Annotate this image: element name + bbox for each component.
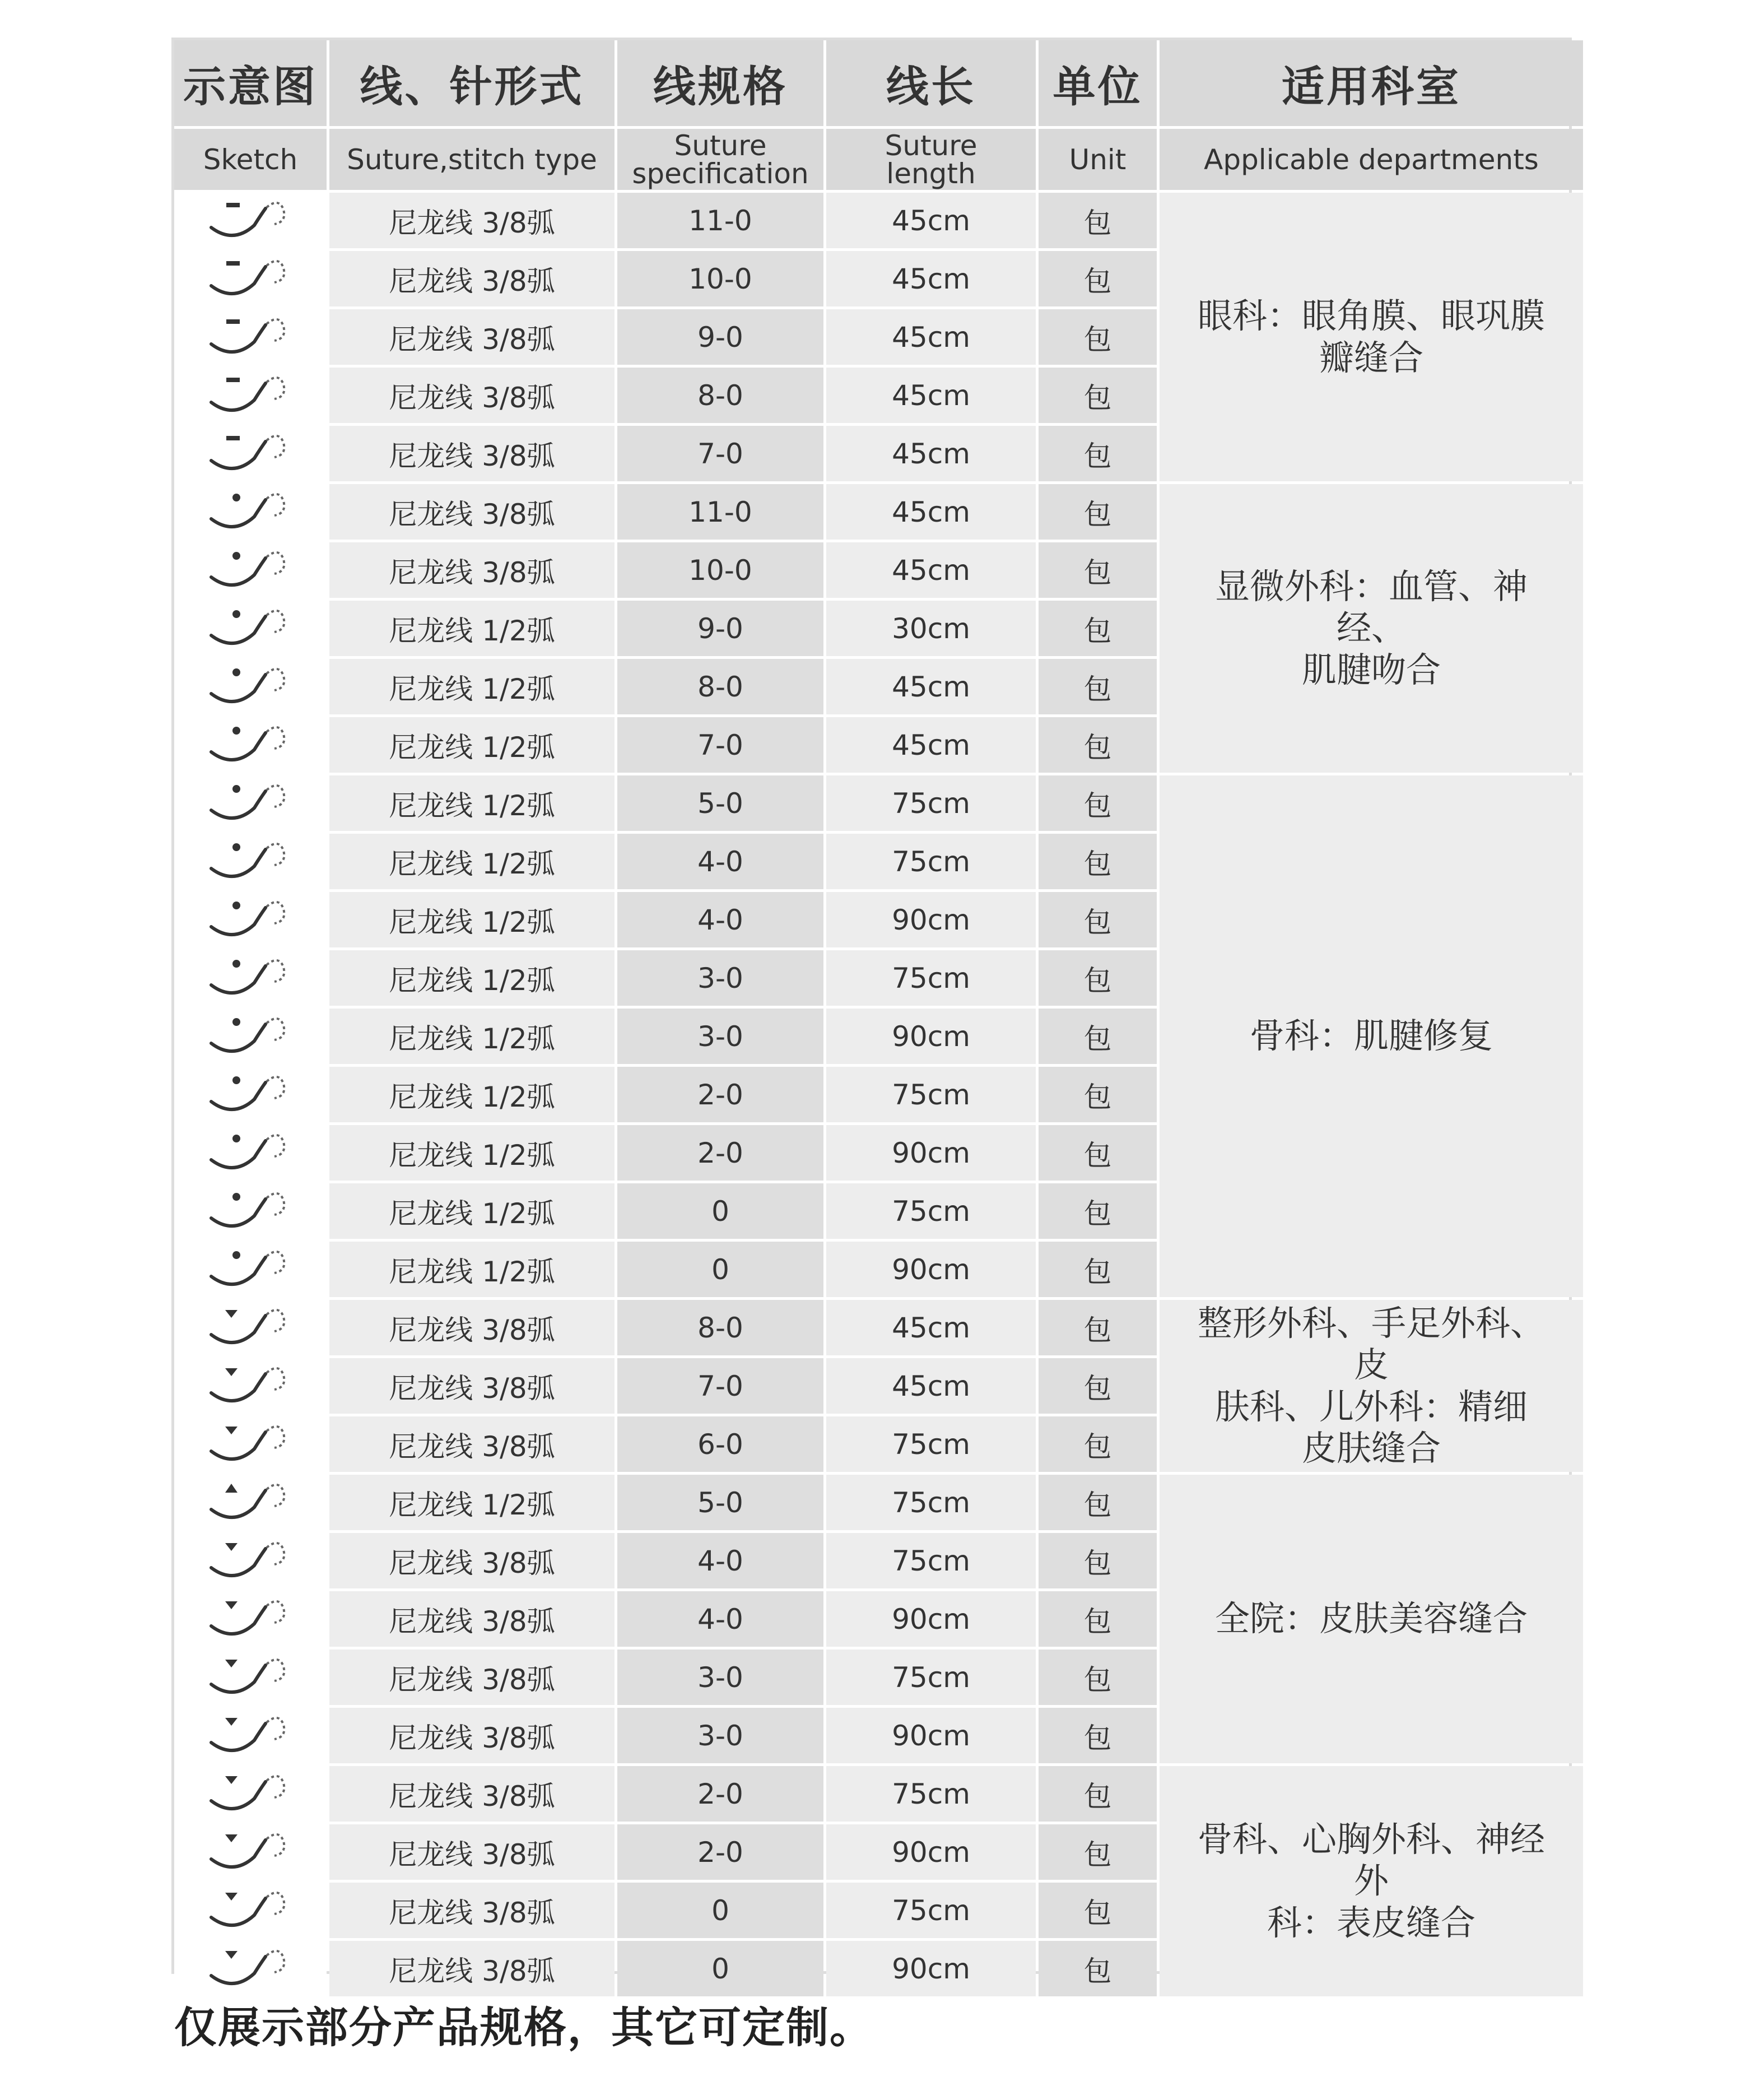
needle-round-body-icon: [208, 1242, 292, 1297]
suture-type-cell: 尼龙线 1/2弧: [329, 775, 615, 831]
needle-reverse-cutting-icon: [208, 368, 292, 423]
suture-type-cell: 尼龙线 1/2弧: [329, 950, 615, 1006]
needle-cutting-icon: [208, 1300, 292, 1355]
suture-spec-cell: 10-0: [617, 251, 823, 306]
needle-sketch: [174, 484, 327, 540]
suture-type-cell: 尼龙线 1/2弧: [329, 1067, 615, 1122]
needle-sketch: [174, 950, 327, 1006]
needle-sketch: [174, 717, 327, 773]
suture-length-cell: 90cm: [826, 1009, 1036, 1064]
footer-note: 仅展示部分产品规格，其它可定制。: [174, 2003, 873, 2052]
suture-spec-cell: 7-0: [617, 426, 823, 481]
unit-cell: 包: [1039, 484, 1157, 540]
suture-spec-cell: 2-0: [617, 1824, 823, 1880]
suture-type-cell: 尼龙线 3/8弧: [329, 368, 615, 423]
unit-cell: 包: [1039, 892, 1157, 947]
suture-spec-cell: 9-0: [617, 309, 823, 365]
suture-spec-cell: 0: [617, 1883, 823, 1938]
needle-sketch: [174, 775, 327, 831]
needle-sketch: [174, 1941, 327, 1996]
needle-sketch: [174, 309, 327, 365]
needle-sketch: [174, 1708, 327, 1763]
suture-spec-table: [174, 40, 1569, 1987]
suture-type-cell: 尼龙线 3/8弧: [329, 1941, 615, 1996]
unit-cell: 包: [1039, 834, 1157, 889]
suture-type-cell: 尼龙线 3/8弧: [329, 484, 615, 540]
department-cell: 显微外科：血管、神经、 肌腱吻合: [1160, 484, 1583, 773]
suture-length-cell: 45cm: [826, 193, 1036, 248]
suture-type-cell: 尼龙线 3/8弧: [329, 426, 615, 481]
needle-round-body-icon: [208, 542, 292, 598]
header-zh-spec: 线规格: [617, 40, 823, 126]
unit-cell: 包: [1039, 542, 1157, 598]
unit-cell: 包: [1039, 1475, 1157, 1530]
needle-sketch: [174, 1766, 327, 1822]
suture-length-cell: 75cm: [826, 775, 1036, 831]
suture-type-cell: 尼龙线 3/8弧: [329, 1300, 615, 1355]
needle-sketch: [174, 1591, 327, 1647]
suture-length-cell: 45cm: [826, 717, 1036, 773]
suture-length-cell: 75cm: [826, 1650, 1036, 1705]
suture-length-cell: 75cm: [826, 1067, 1036, 1122]
header-zh-sketch: 示意图: [174, 40, 327, 126]
unit-cell: 包: [1039, 1883, 1157, 1938]
suture-length-cell: 75cm: [826, 1766, 1036, 1822]
suture-length-cell: 30cm: [826, 601, 1036, 656]
unit-cell: 包: [1039, 601, 1157, 656]
suture-spec-cell: 0: [617, 1183, 823, 1239]
header-en-sketch: Sketch: [174, 129, 327, 190]
needle-sketch: [174, 659, 327, 714]
suture-length-cell: 45cm: [826, 659, 1036, 714]
suture-type-cell: 尼龙线 3/8弧: [329, 1883, 615, 1938]
suture-spec-cell: 8-0: [617, 659, 823, 714]
header-en-departments: Applicable departments: [1160, 129, 1583, 190]
needle-sketch: [174, 834, 327, 889]
needle-sketch: [174, 426, 327, 481]
suture-spec-cell: 11-0: [617, 484, 823, 540]
needle-cutting-icon: [208, 1416, 292, 1472]
suture-type-cell: 尼龙线 3/8弧: [329, 193, 615, 248]
suture-length-cell: 90cm: [826, 1591, 1036, 1647]
needle-sketch: [174, 1125, 327, 1181]
suture-spec-cell: 6-0: [617, 1416, 823, 1472]
suture-length-cell: 45cm: [826, 542, 1036, 598]
suture-length-cell: 45cm: [826, 251, 1036, 306]
needle-round-body-icon: [208, 1183, 292, 1239]
needle-cutting-icon: [208, 1941, 292, 1996]
department-cell: 骨科、心胸外科、神经外 科：表皮缝合: [1160, 1766, 1583, 1996]
needle-sketch: [174, 1183, 327, 1239]
suture-spec-cell: 3-0: [617, 950, 823, 1006]
needle-round-body-icon: [208, 484, 292, 540]
suture-type-cell: 尼龙线 1/2弧: [329, 1125, 615, 1181]
suture-type-cell: 尼龙线 1/2弧: [329, 1242, 615, 1297]
suture-type-cell: 尼龙线 3/8弧: [329, 1708, 615, 1763]
suture-spec-cell: 11-0: [617, 193, 823, 248]
suture-length-cell: 75cm: [826, 1416, 1036, 1472]
suture-type-cell: 尼龙线 3/8弧: [329, 542, 615, 598]
unit-cell: 包: [1039, 1766, 1157, 1822]
suture-type-cell: 尼龙线 3/8弧: [329, 1824, 615, 1880]
suture-spec-cell: 5-0: [617, 775, 823, 831]
needle-round-body-icon: [208, 950, 292, 1006]
suture-spec-cell: 0: [617, 1242, 823, 1297]
suture-type-cell: 尼龙线 3/8弧: [329, 251, 615, 306]
needle-reverse-cutting-icon: [208, 251, 292, 306]
suture-length-cell: 75cm: [826, 1475, 1036, 1530]
needle-sketch: [174, 892, 327, 947]
suture-length-cell: 90cm: [826, 1125, 1036, 1181]
suture-spec-cell: 8-0: [617, 1300, 823, 1355]
suture-type-cell: 尼龙线 1/2弧: [329, 717, 615, 773]
needle-round-body-icon: [208, 1009, 292, 1064]
suture-length-cell: 90cm: [826, 892, 1036, 947]
header-zh-unit: 单位: [1039, 40, 1157, 126]
needle-sketch: [174, 601, 327, 656]
suture-spec-cell: 2-0: [617, 1125, 823, 1181]
suture-type-cell: 尼龙线 3/8弧: [329, 1766, 615, 1822]
suture-length-cell: 75cm: [826, 1183, 1036, 1239]
unit-cell: 包: [1039, 1358, 1157, 1414]
header-zh-length: 线长: [826, 40, 1036, 126]
unit-cell: 包: [1039, 1242, 1157, 1297]
needle-cutting-icon: [208, 1533, 292, 1588]
suture-spec-cell: 8-0: [617, 368, 823, 423]
suture-type-cell: 尼龙线 3/8弧: [329, 1533, 615, 1588]
header-en-length: Suture length: [826, 129, 1036, 190]
unit-cell: 包: [1039, 193, 1157, 248]
suture-type-cell: 尼龙线 3/8弧: [329, 1416, 615, 1472]
suture-spec-cell: 4-0: [617, 1591, 823, 1647]
needle-reverse-cutting-icon: [208, 193, 292, 248]
unit-cell: 包: [1039, 1591, 1157, 1647]
suture-spec-cell: 7-0: [617, 1358, 823, 1414]
suture-spec-cell: 0: [617, 1941, 823, 1996]
needle-cutting-icon: [208, 1708, 292, 1763]
suture-length-cell: 75cm: [826, 1883, 1036, 1938]
unit-cell: 包: [1039, 775, 1157, 831]
header-en-unit: Unit: [1039, 129, 1157, 190]
needle-sketch: [174, 1650, 327, 1705]
suture-type-cell: 尼龙线 1/2弧: [329, 1009, 615, 1064]
suture-spec-cell: 2-0: [617, 1766, 823, 1822]
unit-cell: 包: [1039, 1941, 1157, 1996]
needle-sketch: [174, 542, 327, 598]
needle-sketch: [174, 1416, 327, 1472]
needle-sketch: [174, 1824, 327, 1880]
suture-spec-cell: 4-0: [617, 892, 823, 947]
suture-type-cell: 尼龙线 1/2弧: [329, 659, 615, 714]
needle-sketch: [174, 251, 327, 306]
suture-type-cell: 尼龙线 1/2弧: [329, 1475, 615, 1530]
needle-sketch: [174, 1009, 327, 1064]
department-cell: 全院：皮肤美容缝合: [1160, 1475, 1583, 1763]
needle-sketch: [174, 1067, 327, 1122]
suture-length-cell: 45cm: [826, 426, 1036, 481]
suture-spec-cell: 4-0: [617, 834, 823, 889]
unit-cell: 包: [1039, 1650, 1157, 1705]
unit-cell: 包: [1039, 1067, 1157, 1122]
needle-sketch: [174, 1242, 327, 1297]
needle-sketch: [174, 1300, 327, 1355]
needle-reverse-cutting-icon: [208, 426, 292, 481]
needle-sketch: [174, 1358, 327, 1414]
suture-length-cell: 45cm: [826, 309, 1036, 365]
suture-type-cell: 尼龙线 3/8弧: [329, 1358, 615, 1414]
suture-length-cell: 90cm: [826, 1242, 1036, 1297]
suture-spec-cell: 5-0: [617, 1475, 823, 1530]
unit-cell: 包: [1039, 1009, 1157, 1064]
suture-type-cell: 尼龙线 3/8弧: [329, 1650, 615, 1705]
suture-spec-cell: 10-0: [617, 542, 823, 598]
suture-length-cell: 45cm: [826, 1358, 1036, 1414]
suture-length-cell: 45cm: [826, 368, 1036, 423]
suture-length-cell: 75cm: [826, 834, 1036, 889]
needle-sketch: [174, 368, 327, 423]
unit-cell: 包: [1039, 1824, 1157, 1880]
suture-type-cell: 尼龙线 3/8弧: [329, 309, 615, 365]
suture-length-cell: 75cm: [826, 1533, 1036, 1588]
needle-cutting-icon: [208, 1766, 292, 1822]
suture-length-cell: 90cm: [826, 1941, 1036, 1996]
unit-cell: 包: [1039, 1708, 1157, 1763]
suture-spec-cell: 4-0: [617, 1533, 823, 1588]
needle-cutting-icon: [208, 1591, 292, 1647]
suture-spec-cell: 2-0: [617, 1067, 823, 1122]
needle-reverse-cutting-icon: [208, 309, 292, 365]
needle-cutting-icon: [208, 1358, 292, 1414]
needle-cutting-icon: [208, 1650, 292, 1705]
suture-spec-cell: 3-0: [617, 1708, 823, 1763]
needle-cutting-icon: [208, 1883, 292, 1938]
header-en-type: Suture,stitch type: [329, 129, 615, 190]
unit-cell: 包: [1039, 950, 1157, 1006]
unit-cell: 包: [1039, 251, 1157, 306]
header-zh-departments: 适用科室: [1160, 40, 1583, 126]
suture-spec-cell: 3-0: [617, 1650, 823, 1705]
unit-cell: 包: [1039, 368, 1157, 423]
suture-type-cell: 尼龙线 3/8弧: [329, 1591, 615, 1647]
needle-round-body-icon: [208, 1125, 292, 1181]
suture-length-cell: 45cm: [826, 1300, 1036, 1355]
unit-cell: 包: [1039, 1183, 1157, 1239]
department-cell: 骨科：肌腱修复: [1160, 775, 1583, 1297]
unit-cell: 包: [1039, 1125, 1157, 1181]
suture-length-cell: 75cm: [826, 950, 1036, 1006]
unit-cell: 包: [1039, 1533, 1157, 1588]
unit-cell: 包: [1039, 309, 1157, 365]
needle-round-body-icon: [208, 601, 292, 656]
needle-triangle-icon: [208, 1475, 292, 1530]
needle-round-body-icon: [208, 717, 292, 773]
suture-type-cell: 尼龙线 1/2弧: [329, 834, 615, 889]
needle-sketch: [174, 1475, 327, 1530]
unit-cell: 包: [1039, 659, 1157, 714]
suture-spec-cell: 7-0: [617, 717, 823, 773]
needle-round-body-icon: [208, 1067, 292, 1122]
needle-round-body-icon: [208, 775, 292, 831]
header-zh-type: 线、针形式: [329, 40, 615, 126]
header-en-spec: Suture specification: [617, 129, 823, 190]
needle-round-body-icon: [208, 659, 292, 714]
suture-type-cell: 尼龙线 1/2弧: [329, 892, 615, 947]
needle-round-body-icon: [208, 834, 292, 889]
needle-round-body-icon: [208, 892, 292, 947]
needle-sketch: [174, 193, 327, 248]
suture-length-cell: 45cm: [826, 484, 1036, 540]
unit-cell: 包: [1039, 717, 1157, 773]
suture-length-cell: 90cm: [826, 1824, 1036, 1880]
needle-cutting-icon: [208, 1824, 292, 1880]
department-cell: 眼科：眼角膜、眼巩膜 瓣缝合: [1160, 193, 1583, 481]
suture-type-cell: 尼龙线 1/2弧: [329, 1183, 615, 1239]
needle-sketch: [174, 1883, 327, 1938]
department-cell: 整形外科、手足外科、皮 肤科、儿外科：精细 皮肤缝合: [1160, 1300, 1583, 1472]
suture-spec-cell: 3-0: [617, 1009, 823, 1064]
unit-cell: 包: [1039, 1416, 1157, 1472]
suture-spec-cell: 9-0: [617, 601, 823, 656]
unit-cell: 包: [1039, 426, 1157, 481]
suture-type-cell: 尼龙线 1/2弧: [329, 601, 615, 656]
suture-length-cell: 90cm: [826, 1708, 1036, 1763]
unit-cell: 包: [1039, 1300, 1157, 1355]
needle-sketch: [174, 1533, 327, 1588]
